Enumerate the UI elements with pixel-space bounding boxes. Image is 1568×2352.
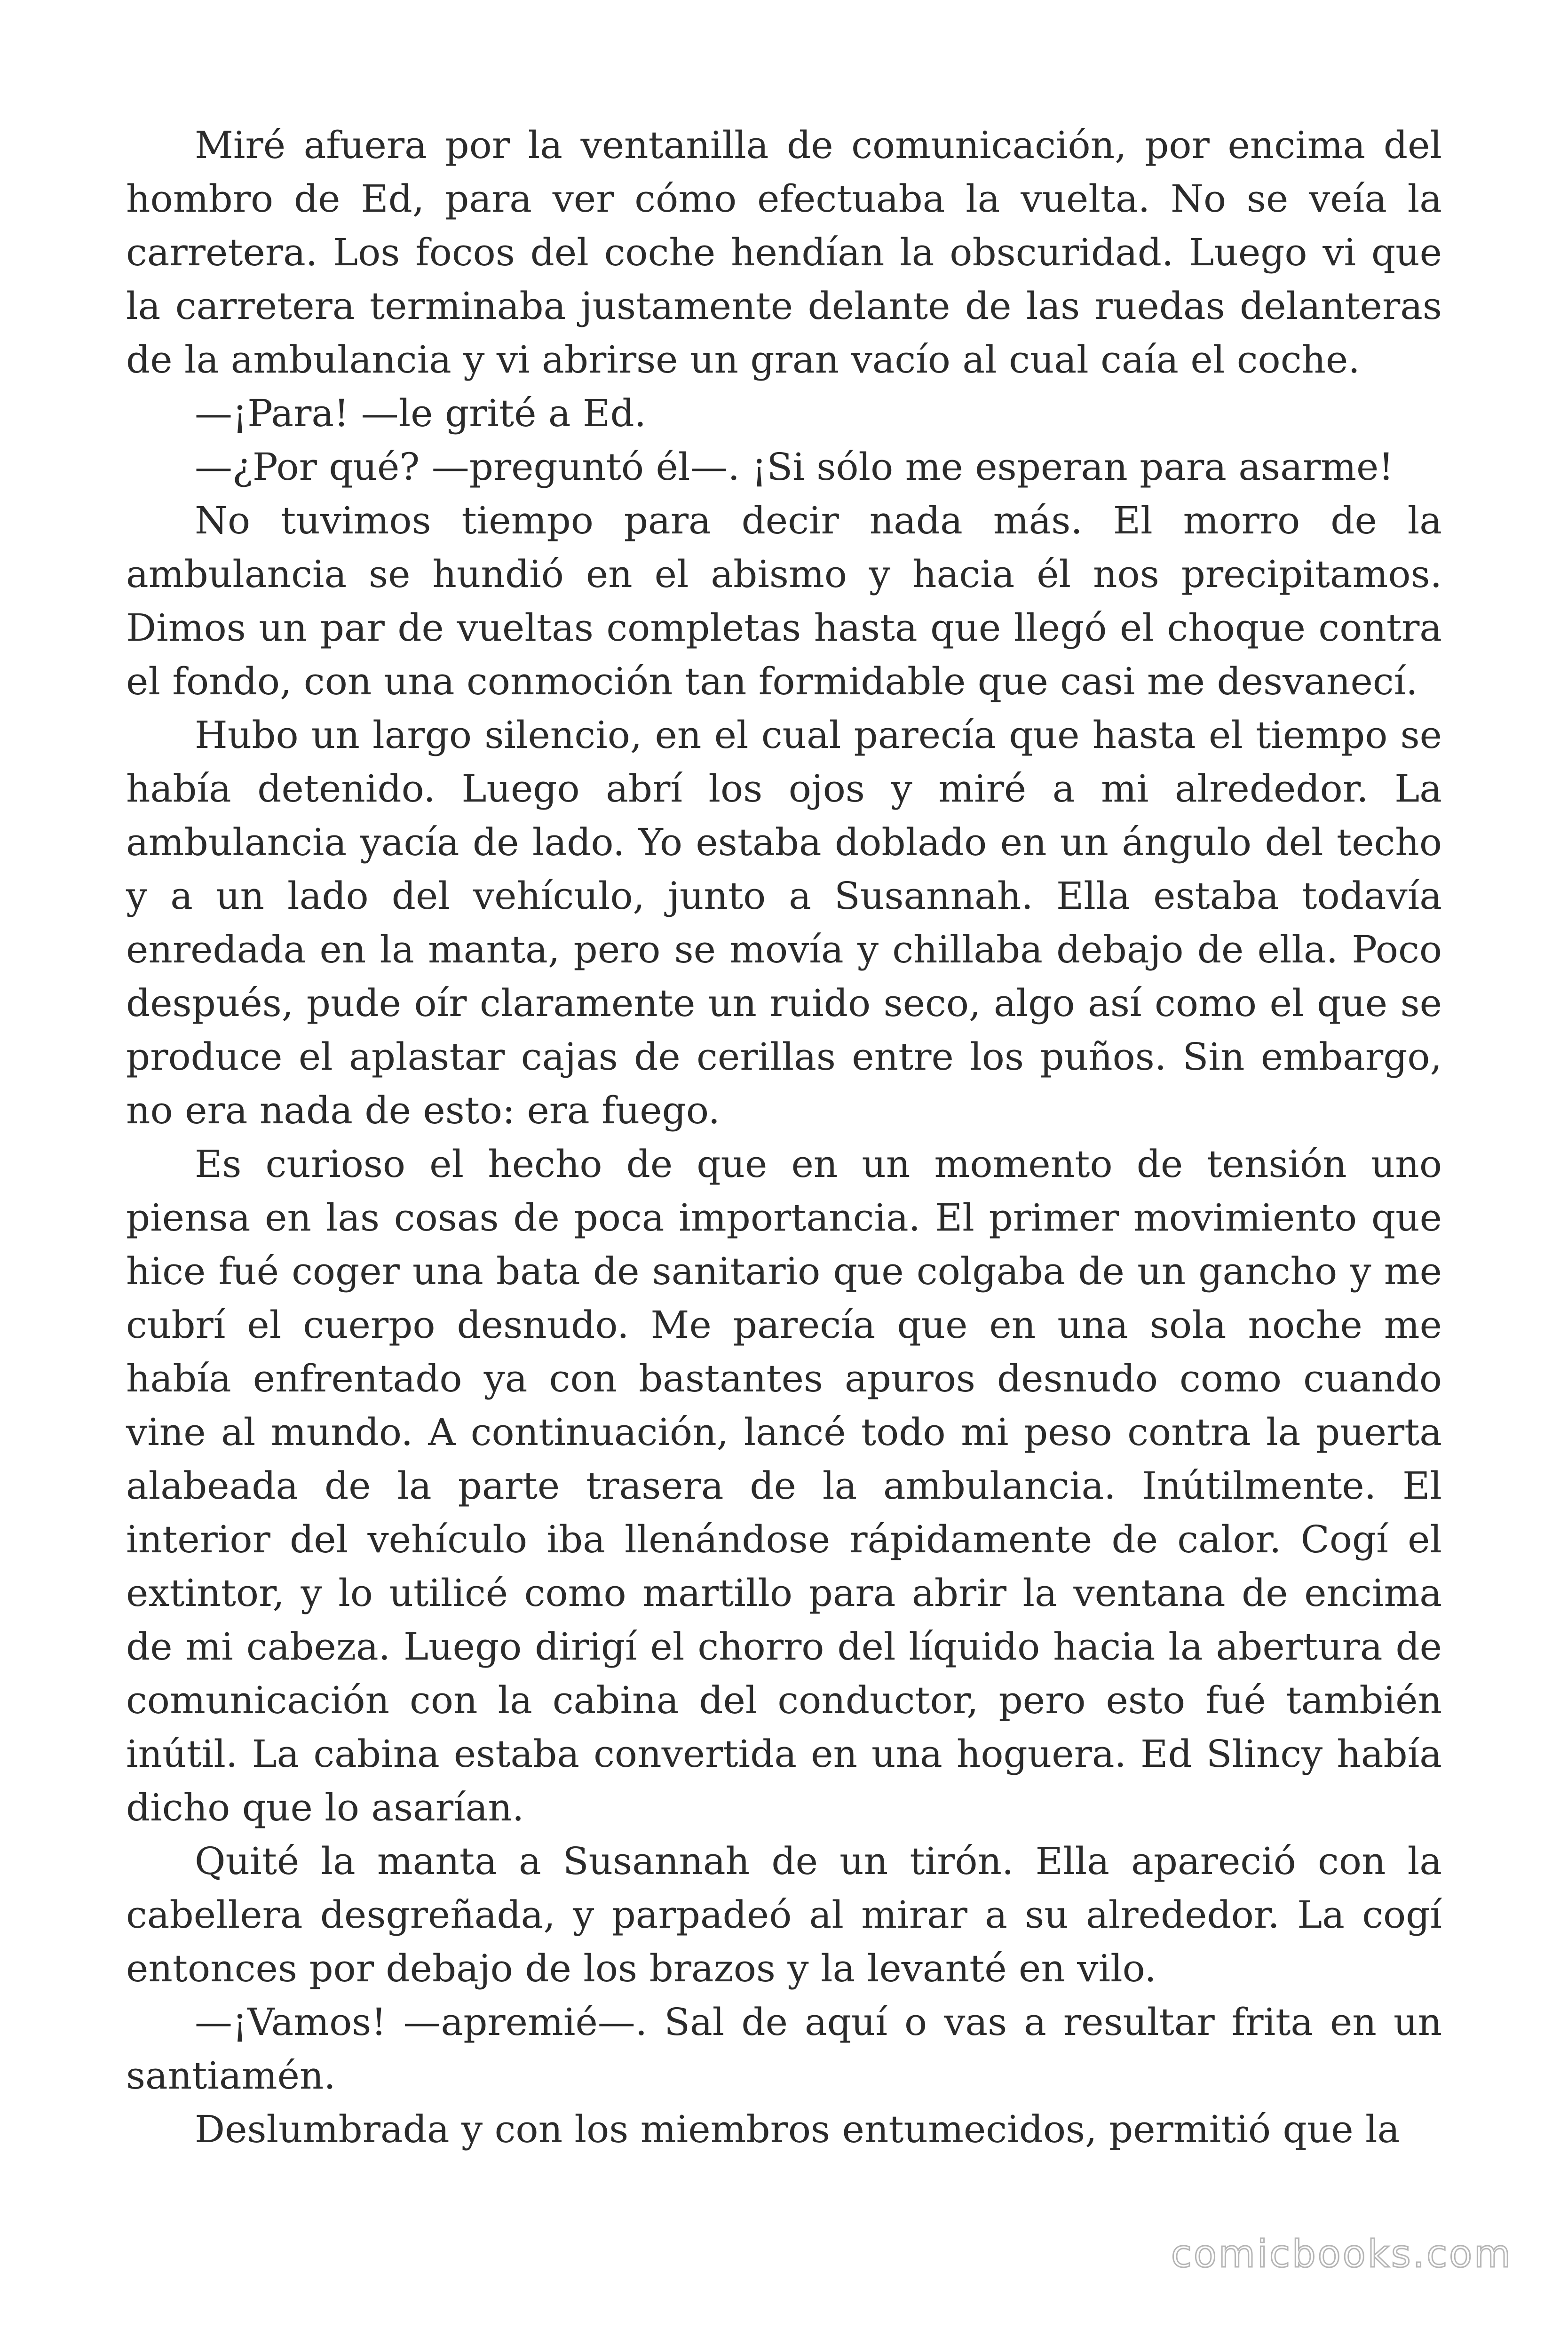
paragraph: No tuvimos tiempo para decir nada más. El morro de la ambulancia se hundió en el abismo y hacia él nos precipitamos. Dimos un par de vueltas completas hasta que llegó el choque contra el fondo, con una conmoción tan formidable que casi me desvanecí.	[126, 499, 1442, 703]
paragraph: Quité la manta a Susannah de un tirón. Ella apareció con la cabellera desgreñada, y parpadeó al mirar a su alrededor. La cogí entonces por debajo de los brazos y la levanté en vilo.	[126, 1839, 1442, 1990]
paragraph: Hubo un largo silencio, en el cual parecía que hasta el tiempo se había detenido. Luego abrí los ojos y miré a mi alrededor. La ambulancia yacía de lado. Yo estaba doblado en un ángulo del techo y a un lado del vehículo, junto a Susannah. Ella estaba todavía enredada en la manta, pero se movía y chillaba debajo de ella. Poco después, pude oír claramente un ruido seco, algo así como el que se produce el aplastar cajas de cerillas entre los puños. Sin embargo, no era nada de esto: era fuego.	[126, 713, 1442, 1132]
watermark-text: comicbooks.com	[1171, 2232, 1513, 2276]
paragraph: —¿Por qué? —preguntó él—. ¡Si sólo me esperan para asarme!	[195, 445, 1394, 489]
paragraph: Es curioso el hecho de que en un momento de tensión uno piensa en las cosas de poca importancia. El primer movimiento que hice fué coger una bata de sanitario que colgaba de un gancho y me cubrí el cuerpo desnudo. Me parecía que en una sola noche me había enfrentado ya con bastantes apuros desnudo como cuando vine al mundo. A continuación, lancé todo mi peso contra la puerta alabeada de la parte trasera de la ambulancia. Inútilmente. El interior del vehículo iba llenándose rápidamente de calor. Cogí el extintor, y lo utilicé como martillo para abrir la ventana de encima de mi cabeza. Luego dirigí el chorro del líquido hacia la abertura de comunicación con la cabina del conductor, pero esto fué también inútil. La cabina estaba convertida en una hoguera. Ed Slincy había dicho que lo asarían.	[126, 1142, 1442, 1829]
body-text	[126, 119, 1442, 2156]
paragraph: —¡Vamos! —apremié—. Sal de aquí o vas a resultar frita en un santiamén.	[126, 2000, 1442, 2098]
paragraph-last: Deslumbrada y con los miembros entumecidos, permitió que la	[195, 2107, 1400, 2151]
paragraph: Miré afuera por la ventanilla de comunicación, por encima del hombro de Ed, para ver cómo efectuaba la vuelta. No se veía la carretera. Los focos del coche hendían la obscuridad. Luego vi que la carretera terminaba justamente delante de las ruedas delanteras de la ambulancia y vi abrirse un gran vacío al cual caía el coche.	[126, 123, 1442, 381]
paragraph: —¡Para! —le grité a Ed.	[195, 391, 647, 435]
